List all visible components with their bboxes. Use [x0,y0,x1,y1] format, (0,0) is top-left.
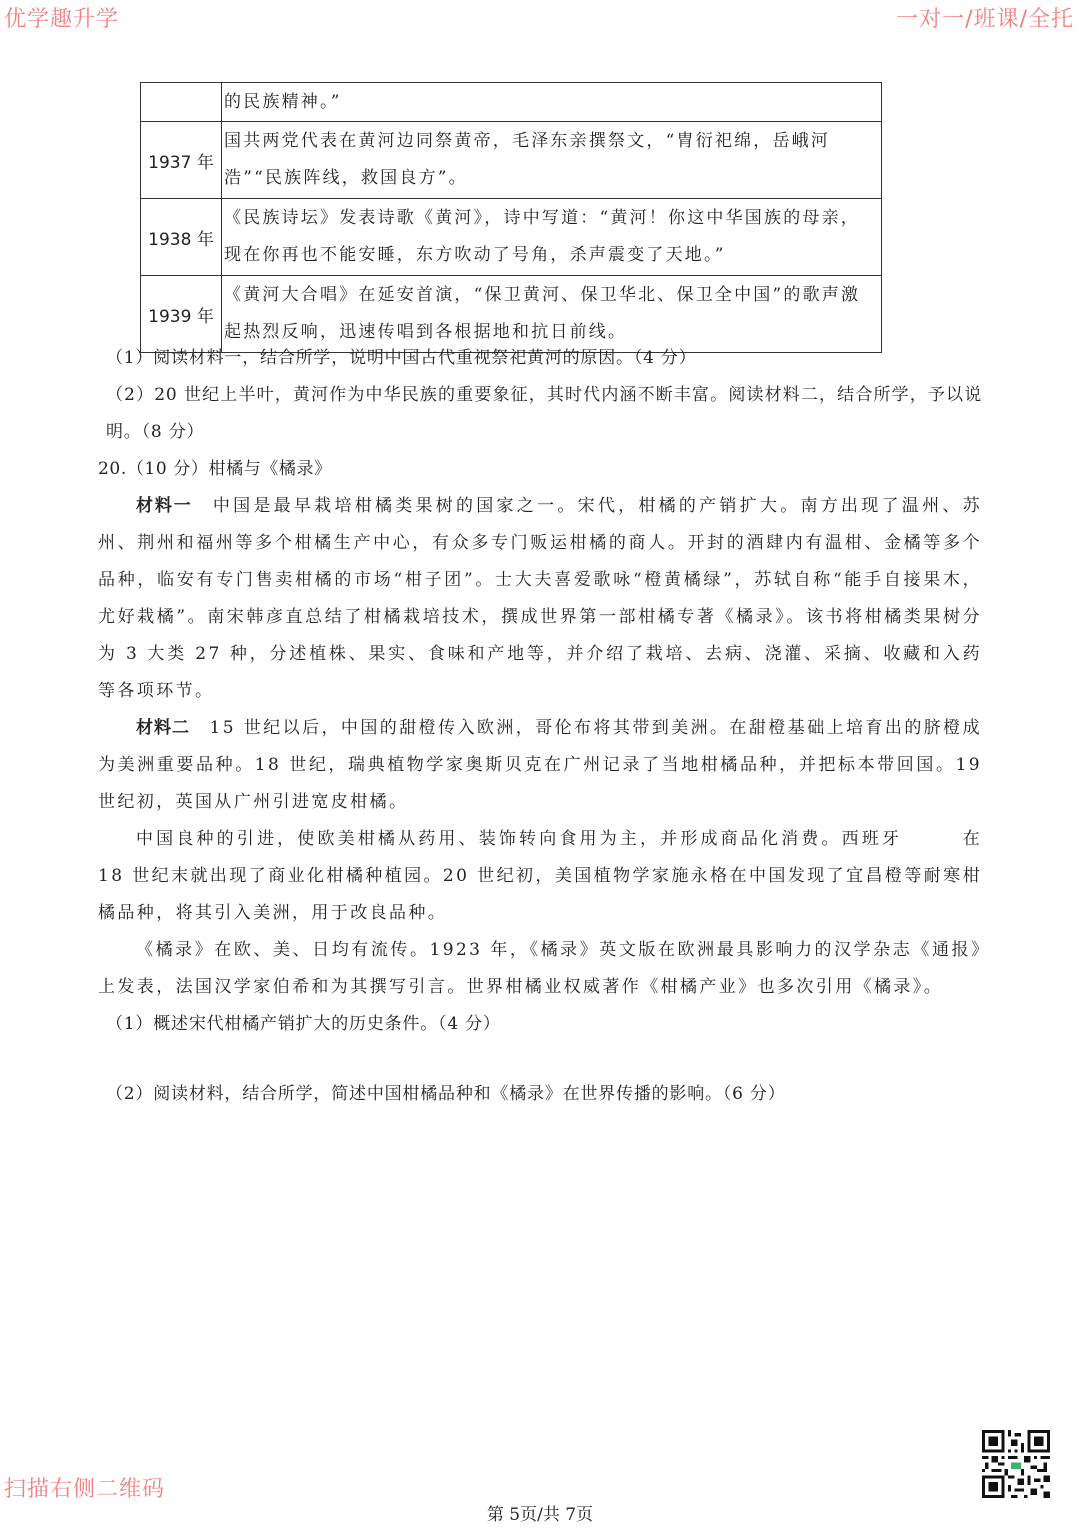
q20-sub2: （2）阅读材料，结合所学，简述中国柑橘品种和《橘录》在世界传播的影响。（6 分） [106,1084,786,1104]
material-one-text: 中国是最早栽培柑橘类果树的国家之一。宋代，柑橘的产销扩大。南方出现了温州、苏州、荆州和福州等多个柑橘生产中心，有众多专门贩运柑橘的商人。开封的酒肆内有温柑、金橘等多个品种，临安有专门售卖柑橘的市场“柑子团”。士大夫喜爱歌咏“橙黄橘绿”，苏轼自称“能手自接果木，尤好栽橘”。南宋韩彦直总结了柑橘栽培技术，撰成世界第一部柑橘专著《橘录》。该书将柑橘类果树分为 3 大类 27 种，分述植株、果实、食味和产地等，并介绍了栽培、去病、浇灌、采摘、收藏和入药等各项环节。 [98,496,982,701]
page-footer: 第 5页/共 7页 [486,1505,594,1525]
year-cell: 1939 年 [141,276,222,353]
year-cell: 1938 年 [141,199,222,276]
material-one-label: 材料一 [136,496,193,516]
material-two-label: 材料二 [136,718,191,738]
year-cell [141,83,222,122]
watermark-top-right: 一对一/班课/全托 [896,7,1074,32]
material-two-paragraph-3: 《橘录》在欧、美、日均有流传。1923 年，《橘录》英文版在欧洲最具影响力的汉学杂志《通报》上发表，法国汉学家伯希和为其撰写引言。世界柑橘业权威著作《柑橘产业》也多次引用《橘录》。 [98,940,982,997]
q20-title: 20.（10 分）柑橘与《橘录》 [98,459,332,479]
event-cell: 的民族精神。” [222,83,882,122]
year-cell: 1937 年 [141,122,222,199]
q20-sub1: （1）概述宋代柑橘产销扩大的历史条件。（4 分） [106,1014,501,1034]
event-cell: 《民族诗坛》发表诗歌《黄河》，诗中写道：“黄河！你这中华国族的母亲，现在你再也不能安睡，东方吹动了号角，杀声震变了天地。” [222,199,882,276]
table-row [141,122,882,199]
material-one [98,488,982,710]
watermark-top-left: 优学趣升学 [4,7,120,32]
watermark-bottom-left: 扫描右侧二维码 [4,1477,166,1502]
q19-sub1: （1）阅读材料一，结合所学，说明中国古代重视祭祀黄河的原因。（4 分） [106,348,697,368]
qr-code-icon [982,1430,1050,1498]
answer-space [98,1043,982,1076]
event-cell: 国共两党代表在黄河边同祭黄帝，毛泽东亲撰祭文，“胄衍祀绵，岳峨河浩”“民族阵线，救国良方”。 [222,122,882,199]
q19-sub2: （2）20 世纪上半叶，黄河作为中华民族的重要象征，其时代内涵不断丰富。阅读材料二，结合所学，予以说明。（8 分） [106,385,982,442]
event-cell: 《黄河大合唱》在延安首演，“保卫黄河、保卫华北、保卫全中国”的歌声激起热烈反响，迅速传唱到各根据地和抗日前线。 [222,276,882,353]
material-two-paragraph-2: 中国良种的引进，使欧美柑橘从药用、装饰转向食用为主，并形成商品化消费。西班牙 在 18 世纪末就出现了商业化柑橘种植园。20 世纪初，美国植物学家施永格在中国发现了宜昌橙等耐寒柑橘品种，将其引入美洲，用于改良品种。 [98,829,982,923]
table-row [141,199,882,276]
question-content [98,340,982,1113]
table-row [141,83,882,122]
material-two [98,710,982,821]
material-two-text: 15 世纪以后，中国的甜橙传入欧洲，哥伦布将其带到美洲。在甜橙基础上培育出的脐橙成为美洲重要品种。18 世纪，瑞典植物学家奥斯贝克在广州记录了当地柑橘品种，并把标本带回国。19 世纪初，英国从广州引进宽皮柑橘。 [98,718,983,812]
material-table [140,82,882,353]
